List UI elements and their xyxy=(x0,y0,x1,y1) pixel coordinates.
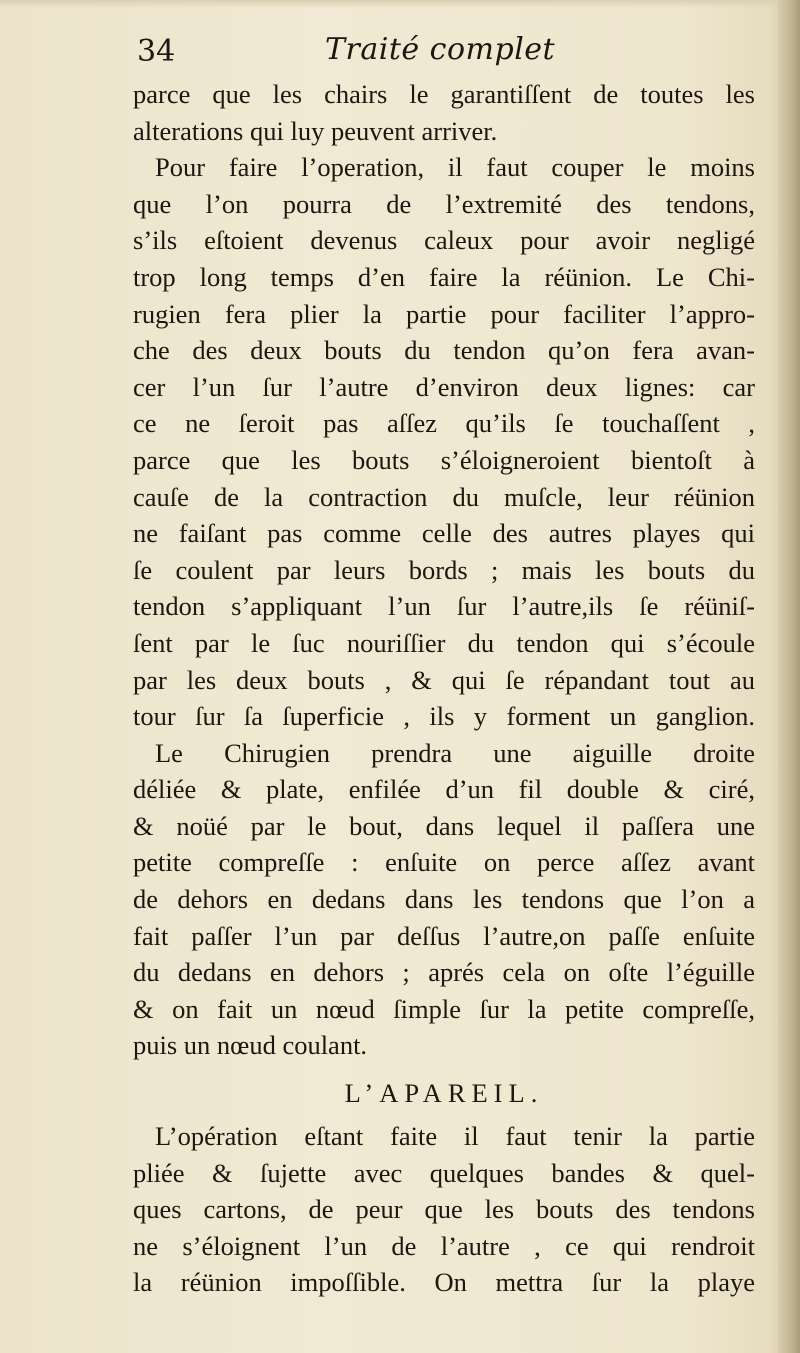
text-line: ce ne ſeroit pas aſſez qu’ils ſe touchaſſent , xyxy=(133,408,755,439)
text-line: ques cartons, de peur que les bouts des tendons xyxy=(133,1194,755,1225)
text-line: alterations qui luy peuvent arriver. xyxy=(133,115,498,146)
page-top-shadow xyxy=(0,0,800,8)
text-line: trop long temps d’en faire la réünion. Le Chi- xyxy=(133,261,755,292)
section-heading: L’APAREIL. xyxy=(344,1078,544,1109)
text-line: du dedans en dehors ; aprés cela on oſte l’éguille xyxy=(133,957,755,988)
text-line: puis un nœud coulant. xyxy=(133,1030,368,1061)
text-line: tour ſur ſa ſuperficie , ils y forment un ganglion. xyxy=(133,701,755,732)
text-line: ſent par le ſuc nouriſſier du tendon qui s’écoule xyxy=(133,627,755,658)
text-line: petite compreſſe : enſuite on perce aſſez avant xyxy=(133,847,755,878)
text-line: cer l’un ſur l’autre d’environ deux lignes: car xyxy=(133,371,755,402)
text-line: parce que les chairs le garantiſſent de toutes les xyxy=(133,79,755,109)
text-line: déliée & plate, enfilée d’un fil double & ciré, xyxy=(133,774,755,805)
text-line: rugien fera plier la partie pour faciliter l’appro- xyxy=(133,298,755,329)
text-line: L’opération eſtant faite il faut tenir la partie xyxy=(155,1121,755,1152)
text-line: fait paſſer l’un par deſſus l’autre,on paſſe enſuite xyxy=(133,920,755,951)
text-line: & noüé par le bout, dans lequel il paſſera une xyxy=(133,810,755,841)
page-header xyxy=(135,30,755,76)
text-line: & on fait un nœud ſimple ſur la petite compreſſe, xyxy=(133,993,755,1024)
page-number: 34 xyxy=(137,34,176,69)
text-line: che des deux bouts du tendon qu’on fera avan- xyxy=(133,335,755,366)
running-title: Traité complet xyxy=(325,32,556,67)
page-binding-edge xyxy=(778,0,800,1353)
text-line: que l’on pourra de l’extremité des tendons, xyxy=(133,188,755,219)
text-line: ne faiſant pas comme celle des autres playes qui xyxy=(133,518,755,549)
page-text xyxy=(133,76,755,1301)
text-line: par les deux bouts , & qui ſe répandant tout au xyxy=(133,664,755,695)
text-line: cauſe de la contraction du muſcle, leur réünion xyxy=(133,481,755,512)
text-line: pliée & ſujette avec quelques bandes & quel- xyxy=(133,1157,755,1188)
text-line: tendon s’appliquant l’un ſur l’autre,ils ſe réüniſ- xyxy=(133,591,755,622)
text-line: Pour faire l’operation, il faut couper le moins xyxy=(155,152,755,183)
text-line: Le Chirugien prendra une aiguille droite xyxy=(155,737,755,768)
text-line: ſe coulent par leurs bords ; mais les bouts du xyxy=(133,554,755,585)
text-line: parce que les bouts s’éloigneroient bientoſt à xyxy=(133,444,755,475)
text-line: ne s’éloignent l’un de l’autre , ce qui rendroit xyxy=(133,1230,755,1261)
text-line: de dehors en dedans dans les tendons que l’on a xyxy=(133,884,755,915)
text-line: la réünion impoſſible. On mettra ſur la playe xyxy=(133,1267,755,1298)
text-line: s’ils eſtoient devenus caleux pour avoir negligé xyxy=(133,225,755,256)
